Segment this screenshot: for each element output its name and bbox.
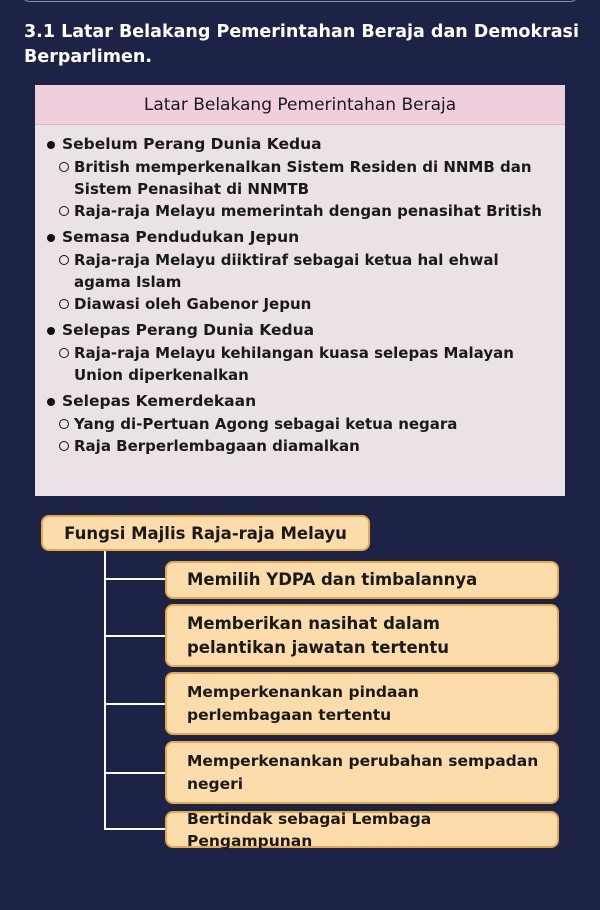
outline-group <box>47 226 555 249</box>
outline-item: Raja-raja Melayu kehilangan kuasa selepas Malayan Union diperkenalkan <box>59 342 555 386</box>
function-box: Memperkenankan pindaan perlembagaan tertentu <box>165 672 559 735</box>
outline-item: Raja Berperlembagaan diamalkan <box>59 435 555 457</box>
top-decorative-strip <box>20 0 580 2</box>
group-label: Semasa Pendudukan Jepun <box>62 228 300 246</box>
outline-item: Diawasi oleh Gabenor Jepun <box>59 293 555 315</box>
background-outline <box>35 125 565 457</box>
outline-sublist <box>47 156 555 222</box>
outline-group <box>47 133 555 156</box>
outline-item: British memperkenalkan Sistem Residen di NNMB dan Sistem Penasihat di NNMTB <box>59 156 555 200</box>
group-label: Selepas Kemerdekaan <box>62 392 257 410</box>
outline-group <box>47 390 555 413</box>
function-box: Memilih YDPA dan timbalannya <box>165 561 559 599</box>
outline-sublist <box>47 249 555 315</box>
function-box: Memberikan nasihat dalam pelantikan jawatan tertentu <box>165 604 559 667</box>
tree-branch-line <box>104 772 165 774</box>
functions-title: Fungsi Majlis Raja-raja Melayu <box>41 515 370 551</box>
tree-branch-line <box>104 635 165 637</box>
background-panel <box>35 85 565 496</box>
outline-item: Yang di-Pertuan Agong sebagai ketua negara <box>59 413 555 435</box>
tree-trunk-line <box>104 551 106 829</box>
outline-sublist <box>47 342 555 386</box>
group-label: Selepas Perang Dunia Kedua <box>62 321 315 339</box>
panel-header: Latar Belakang Pemerintahan Beraja <box>35 85 565 125</box>
outline-item: Raja-raja Melayu diiktiraf sebagai ketua hal ehwal agama Islam <box>59 249 555 293</box>
function-box: Memperkenankan perubahan sempadan negeri <box>165 741 559 804</box>
group-label: Sebelum Perang Dunia Kedua <box>62 135 322 153</box>
tree-branch-line <box>104 578 165 580</box>
tree-branch-line <box>104 703 165 705</box>
section-title: 3.1 Latar Belakang Pemerintahan Beraja dan Demokrasi Berparlimen. <box>24 22 579 67</box>
tree-branch-line <box>104 828 165 830</box>
outline-item: Raja-raja Melayu memerintah dengan penasihat British <box>59 200 555 222</box>
function-box: Bertindak sebagai Lembaga Pengampunan <box>165 811 559 848</box>
outline-group <box>47 319 555 342</box>
outline-sublist <box>47 413 555 457</box>
